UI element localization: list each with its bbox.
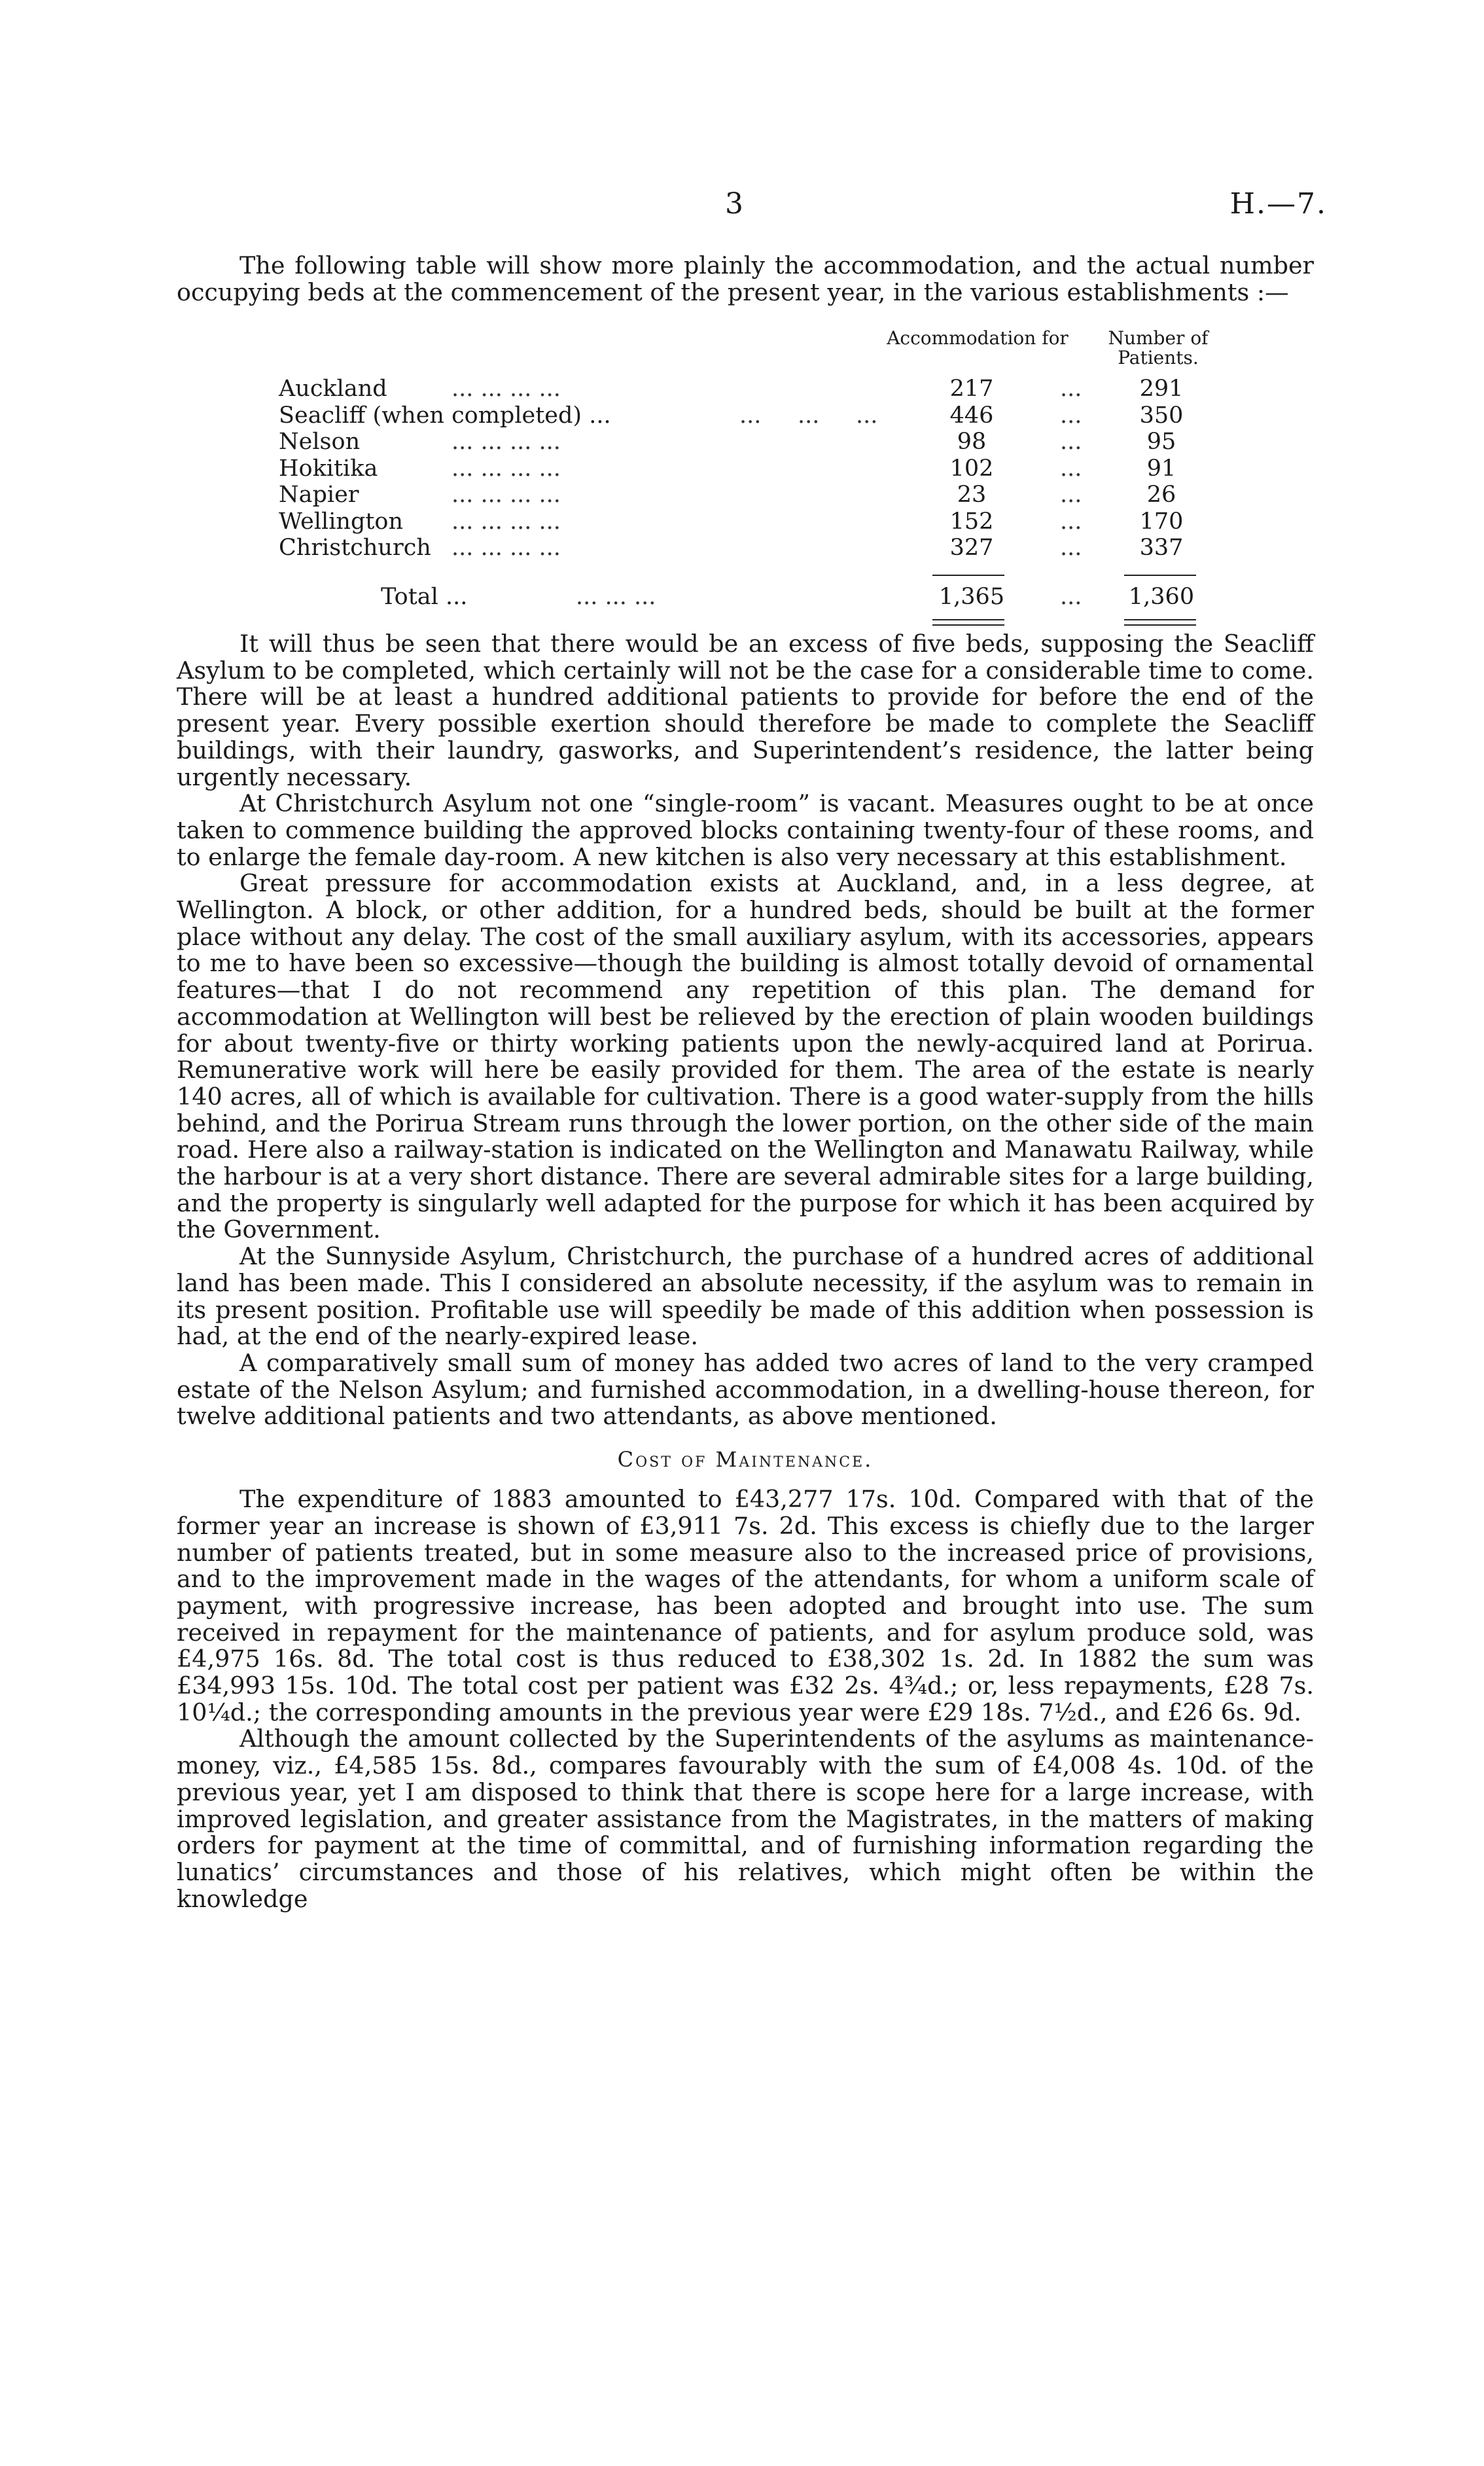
asylum-name: Auckland [279, 376, 387, 402]
patients-value: 26 [1146, 482, 1176, 508]
accommodation-value: 23 [957, 482, 987, 508]
accommodation-value: 446 [949, 402, 994, 429]
subtotal-rule [1124, 575, 1196, 576]
accommodation-value: 217 [949, 376, 994, 402]
total-row [275, 582, 1256, 611]
accommodation-value: 327 [949, 535, 994, 561]
dot-leader: ... ... ... ... [451, 482, 561, 508]
column-separator: ... [1060, 508, 1082, 535]
intro-block [177, 253, 1314, 306]
paragraph: Great pressure for accommodation exists at Auckland, and, in a less degree, at Wellington. A block, or other addition, for a hundred beds, should be built at the former place without any delay. The cost of the small auxiliary asylum, with its accessories, appears to me to have been so excessive—though the building is almost totally devoid of ornamental features—that I do not recommend any repetition of this plan. The demand for accommodation at Wellington will best be relieved by the erection of plain wooden buildings for about twenty-five or thirty working patients upon the newly-acquired land at Porirua. Remunerative work will here be easily provided for them. The area of the estate is nearly 140 acres, all of which is available for cultivation. There is a good water-supply from the hills behind, and the Porirua Stream runs through the lower portion, on the other side of the main road. Here also a railway-station is indicated on the Wellington and Manawatu Railway, while the harbour is at a very short distance. There are several admirable sites for a large building, and the property is singularly well adapted for the purpose for which it has been acquired by the Government. [177, 869, 1314, 1244]
asylum-name: Christchurch [279, 535, 431, 561]
accommodation-value: 102 [949, 455, 994, 482]
asylum-name: Napier [279, 482, 359, 508]
total-label: Total ... [381, 584, 468, 610]
document-reference: H.—7. [1229, 187, 1327, 221]
paragraph: Although the amount collected by the Superintendents of the asylums as maintenance-money, viz., £4,585 15s. 8d., compares favourably with the sum of £4,008 4s. 10d. of the previous year, yet I am disposed to think that there is scope here for a large increase, with improved legislation, and greater assistance from the Magistrates, in the matters of making orders for payment at the time of committal, and of furnishing information regarding the lunatics’ circumstances and those of his relatives, which might often be within the knowledge [177, 1724, 1314, 1913]
page-number: 3 [725, 187, 743, 221]
column-separator: ... [1060, 376, 1082, 402]
table-row [275, 456, 1256, 482]
paragraph: At Christchurch Asylum not one “single-room” is vacant. Measures ought to be at once taken to commence building the approved blocks containing twenty-four of these rooms, and to enlarge the female day-room. A new kitchen is also very necessary at this establishment. [177, 789, 1314, 871]
paragraph: At the Sunnyside Asylum, Christchurch, the purchase of a hundred acres of additional land has been made. This I considered an absolute necessity, if the asylum was to remain in its present position. Profitable use will speedily be made of this addition when possession is had, at the end of the nearly-expired lease. [177, 1242, 1314, 1351]
dot-leader: ... ... ... ... [451, 455, 561, 482]
patients-value: 291 [1139, 376, 1184, 402]
total-double-rule [1124, 619, 1196, 620]
dot-leader: ... ... ... ... [451, 508, 561, 535]
body-text [177, 631, 1314, 1912]
column-separator: ... [1060, 455, 1082, 482]
table-row [275, 402, 1256, 429]
patients-value: 350 [1139, 402, 1184, 429]
accommodation-value: 152 [949, 508, 994, 535]
dot-leader: ... ... ... ... [451, 535, 561, 561]
table-body [275, 376, 1256, 562]
column-separator: ... [1060, 584, 1082, 610]
asylum-name: Hokitika [279, 455, 378, 482]
patients-value: 91 [1146, 455, 1176, 482]
total-accommodation: 1,365 [938, 584, 1005, 610]
total-double-rule [1124, 624, 1196, 626]
column-separator: ... [1060, 429, 1082, 455]
column-separator: ... [1060, 482, 1082, 508]
intro-paragraph: The following table will show more plainly the accommodation, and the actual number occupying beds at the commencement of the present year, in the various establishments :— [177, 251, 1314, 306]
patients-value: 337 [1139, 535, 1184, 561]
table-row [275, 509, 1256, 535]
total-double-rule [932, 619, 1004, 620]
paragraph: The expenditure of 1883 amounted to £43,277 17s. 10d. Compared with that of the former year an increase is shown of £3,911 7s. 2d. This excess is chiefly due to the larger number of patients treated, but in some measure also to the increased price of provisions, and to the improvement made in the wages of the attendants, for whom a uniform scale of payment, with progressive increase, has been adopted and brought into use. The sum received in repayment for the maintenance of patients, and for asylum produce sold, was £4,975 16s. 8d. The total cost is thus reduced to £38,302 1s. 2d. In 1882 the sum was £34,993 15s. 10d. The total cost per patient was £32 2s. 4¾d.; or, less repayments, £28 7s. 10¼d.; the corresponding amounts in the previous year were £29 18s. 7½d., and £26 6s. 9d. [177, 1485, 1314, 1726]
total-double-rule [932, 624, 1004, 626]
table-row [275, 535, 1256, 562]
paragraph: It will thus be seen that there would be an excess of five beds, supposing the Seacliff Asylum to be completed, which certainly will not be the case for a considerable time to come. There will be at least a hundred additional patients to provide for before the end of the present year. Every possible exertion should therefore be made to complete the Seacliff buildings, with their laundry, gasworks, and Superintendent’s residence, the latter being urgently necessary. [177, 630, 1314, 791]
column-separator: ... [1060, 402, 1082, 429]
dot-leader: ... ... ... [739, 402, 878, 429]
table-row [275, 376, 1256, 402]
column-separator: ... [1060, 535, 1082, 561]
asylum-name: Seacliff (when completed) ... [279, 402, 611, 429]
column-header-accommodation: Accommodation for [887, 327, 1069, 349]
subtotal-rule [932, 575, 1004, 576]
patients-value: 95 [1146, 429, 1176, 455]
dot-leader: ... ... ... [576, 584, 656, 610]
total-patients: 1,360 [1128, 584, 1195, 610]
accommodation-value: 98 [957, 429, 987, 455]
table-row [275, 482, 1256, 509]
patients-value: 170 [1139, 508, 1184, 535]
column-header-patients: Number of Patients. [1108, 327, 1209, 368]
asylum-name: Nelson [279, 429, 361, 455]
paragraph: A comparatively small sum of money has added two acres of land to the very cramped estate of the Nelson Asylum; and furnished accommodation, in a dwelling-house thereon, for twelve additional patients and two attendants, as above mentioned. [177, 1348, 1314, 1431]
dot-leader: ... ... ... ... [451, 376, 561, 402]
table-row [275, 429, 1256, 456]
section-heading: Cost of Maintenance. [617, 1447, 874, 1473]
dot-leader: ... ... ... ... [451, 429, 561, 455]
asylum-name: Wellington [279, 508, 404, 535]
